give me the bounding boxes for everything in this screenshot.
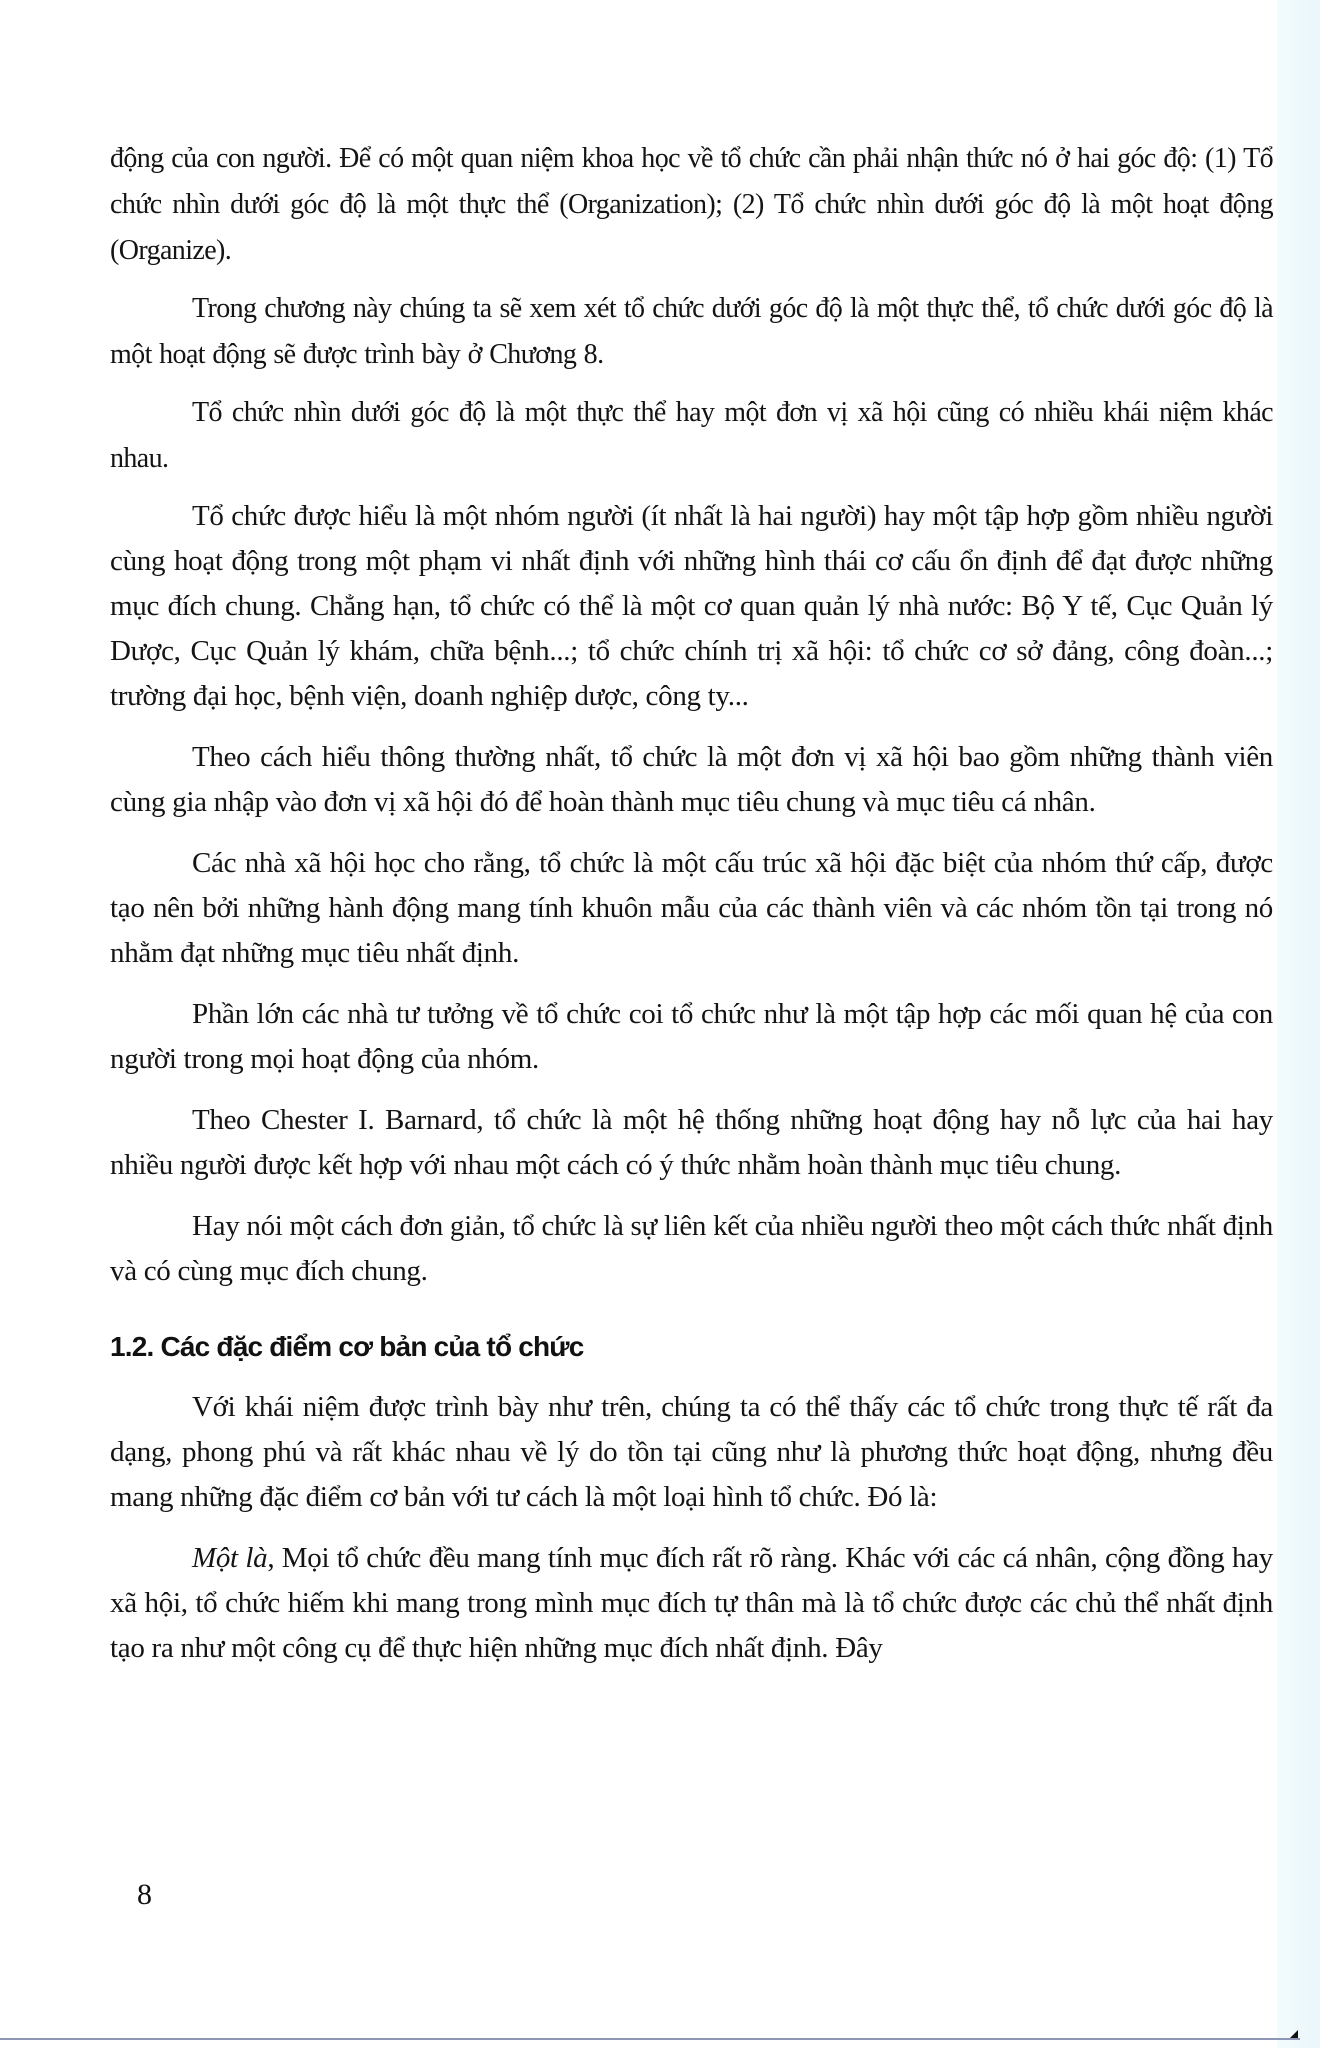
page-content: [110, 136, 1273, 1687]
paragraph-definition-barnard: Theo Chester I. Barnard, tổ chức là một hệ thống những hoạt động hay nỗ lực của hai hay nhiều người được kết hợp với nhau một cách có ý thức nhằm hoàn thành mục tiêu chung.: [110, 1104, 1273, 1181]
point-one-lead: Một là: [192, 1542, 268, 1574]
paragraph-definition-relations: Phần lớn các nhà tư tưởng về tổ chức coi tổ chức như là một tập hợp các mối quan hệ của con người trong mọi hoạt động của nhóm.: [110, 998, 1273, 1075]
paragraph-point-one: [110, 1536, 1273, 1671]
scan-bottom-rule: [0, 2038, 1300, 2040]
section-heading: 1.2. Các đặc điểm cơ bản của tổ chức: [110, 1331, 584, 1362]
intro-text-block: [110, 136, 1273, 482]
paragraph-definition-sociology: Các nhà xã hội học cho rằng, tổ chức là một cấu trúc xã hội đặc biệt của nhóm thứ cấp, được tạo nên bởi những hành động mang tính khuôn mẫu của các thành viên và các nhóm tồn tại trong nó nhằm đạt những mục tiêu nhất định.: [110, 847, 1273, 969]
paragraph-entity-concepts: Tổ chức nhìn dưới góc độ là một thực thể hay một đơn vị xã hội cũng có nhiều khái niệm khác nhau.: [110, 397, 1273, 474]
paragraph-definition-group: Tổ chức được hiểu là một nhóm người (ít nhất là hai người) hay một tập hợp gồm nhiều người cùng hoạt động trong một phạm vi nhất định với những hình thái cơ cấu ổn định để đạt được những mục đích chung. Chẳng hạn, tổ chức có thể là một cơ quan quản lý nhà nước: Bộ Y tế, Cục Quản lý Dược, Cục Quản lý khám, chữa bệnh...; tổ chức chính trị xã hội: tổ chức cơ sở đảng, công đoàn...; trường đại học, bệnh viện, doanh nghiệp dược, công ty...: [110, 500, 1273, 712]
scan-edge-strip: [1277, 0, 1320, 2048]
paragraph-continuation: động của con người. Để có một quan niệm khoa học về tổ chức cần phải nhận thức nó ở hai góc độ: (1) Tổ chức nhìn dưới góc độ là một thực thể (Organization); (2) Tổ chức nhìn dưới góc độ là một hoạt động (Organize).: [110, 143, 1273, 266]
paragraph-section-intro: Với khái niệm được trình bày như trên, chúng ta có thể thấy các tổ chức trong thực tế rất đa dạng, phong phú và rất khác nhau về lý do tồn tại cũng như là phương thức hoạt động, nhưng đều mang những đặc điểm cơ bản với tư cách là một loại hình tổ chức. Đó là:: [110, 1391, 1273, 1513]
paragraph-chapter-scope: Trong chương này chúng ta sẽ xem xét tổ chức dưới góc độ là một thực thể, tổ chức dưới góc độ là một hoạt động sẽ được trình bày ở Chương 8.: [110, 293, 1273, 370]
point-one-text: , Mọi tổ chức đều mang tính mục đích rất rõ ràng. Khác với các cá nhân, cộng đồng hay xã hội, tổ chức hiếm khi mang trong mình mục đích tự thân mà là tổ chức được các chủ thể nhất định tạo ra như một công cụ để thực hiện những mục đích nhất định. Đây: [110, 1542, 1273, 1664]
definitions-text-block: [110, 494, 1273, 1671]
page-number: 8: [137, 1878, 152, 1911]
paragraph-definition-common: Theo cách hiểu thông thường nhất, tổ chức là một đơn vị xã hội bao gồm những thành viên cùng gia nhập vào đơn vị xã hội đó để hoàn thành mục tiêu chung và mục tiêu cá nhân.: [110, 741, 1273, 818]
paragraph-definition-simple: Hay nói một cách đơn giản, tổ chức là sự liên kết của nhiều người theo một cách thức nhất định và có cùng mục đích chung.: [110, 1210, 1273, 1287]
